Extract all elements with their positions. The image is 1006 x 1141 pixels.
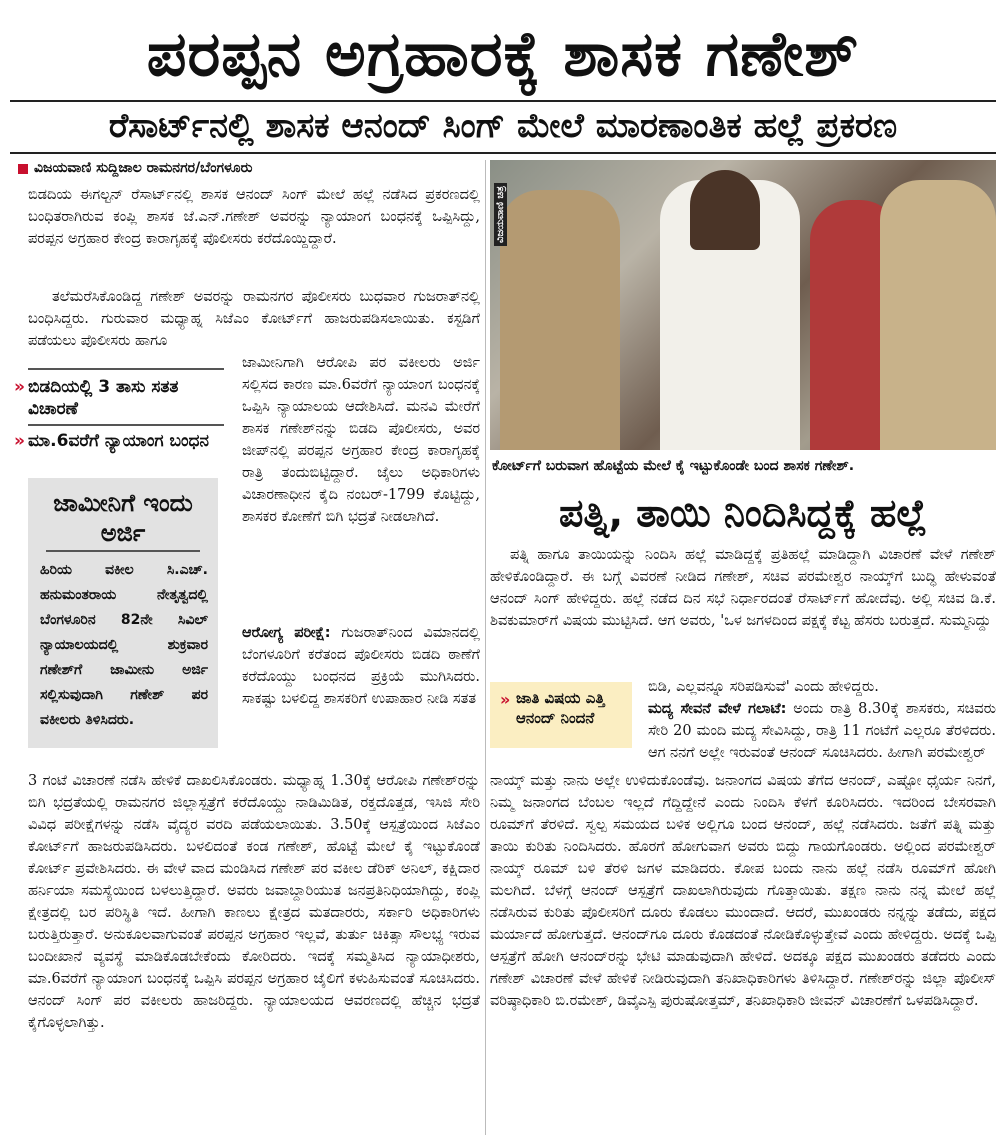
dateline: ವಿಜಯವಾಣಿ ಸುದ್ದಿಜಾಲ ರಾಮನಗರ/ಬೆಂಗಳೂರು <box>34 160 253 176</box>
story2-paragraph-2 <box>648 698 996 764</box>
highlight-custody <box>14 430 224 452</box>
highlight-divider-1 <box>28 368 224 370</box>
news-photo <box>490 160 996 450</box>
photo-credit-text: ವಿಜಯವಾಣಿ ಚಿತ್ರ <box>494 183 507 246</box>
highlight-divider-2 <box>28 424 224 426</box>
highlight-custody-text: ಮಾ.6ವರೆಗೆ ನ್ಯಾಯಾಂಗ ಬಂಧನ <box>28 431 209 451</box>
story1-paragraph-5: 3 ಗಂಟೆ ವಿಚಾರಣೆ ನಡೆಸಿ ಹೇಳಿಕೆ ದಾಖಲಿಸಿಕೊಂಡರು. ಮಧ್ಯಾಹ್ನ 1.30ಕ್ಕೆ ಆರೋಪಿ ಗಣೇಶ್‌ರನ್ನು ಬಿಗಿ ಭದ್ರತೆಯಲ್ಲಿ ರಾಮನಗರ ಜಿಲ್ಲಾಸ್ಪತ್ರೆಗೆ ಕರೆದೊಯ್ದು ನಾಡಿಮಿಡಿತ, ರಕ್ತದೊತ್ತಡ, ಇಸಿಜಿ ಸೇರಿ ವಿವಿಧ ಪರೀಕ್ಷೆಗಳನ್ನು ನಡೆಸಿ ವೈದ್ಯರ ವರದಿ ಪಡೆಯಲಾಯಿತು. 3.50ಕ್ಕೆ ಆಸ್ಪತ್ರೆಯಿಂದ ಸಿಜೆಎಂ ಕೋರ್ಟ್‌ಗೆ ಹಾಜರುಪಡಿಸಿದರು. ಬಳಲಿದಂತೆ ಕಂಡ ಗಣೇಶ್, ಹೊಟ್ಟೆ ಮೇಲೆ ಕೈ ಇಟ್ಟುಕೊಂಡೆ ಕೋರ್ಟ್ ಪ್ರವೇಶಿಸಿದರು. ಈ ವೇಳೆ ವಾದ ಮಂಡಿಸಿದ ಗಣೇಶ್ ಪರ ವಕೀಲ ಡೆರಿಕ್ ಅನಿಲ್, ಕಕ್ಷಿದಾರ ಹರ್ನಿಯಾ ಸಮಸ್ಯೆಯಿಂದ ಬಳಲುತ್ತಿದ್ದಾರೆ. ಅವರು ಜವಾಬ್ದಾರಿಯುತ ಜನಪ್ರತಿನಿಧಿಯಾಗಿದ್ದು, ಕಂಪ್ಲಿ ಕ್ಷೇತ್ರದಲ್ಲಿ ಬರ ಪರಿಸ್ಥಿತಿ ಇದೆ. ಹೀಗಾಗಿ ಕಾಣಲು ಕ್ಷೇತ್ರದ ಮತದಾರರು, ಸರ್ಕಾರಿ ಅಧಿಕಾರಿಗಳು ಬರುತ್ತಿರುತ್ತಾರೆ. ಅನುಕೂಲವಾಗುವಂತೆ ಪರಪ್ಪನ ಅಗ್ರಹಾರ ಇಲ್ಲವೆ, ತುರ್ತು ಚಿಕಿತ್ಸಾ ಸೌಲಭ್ಯ ಇರುವ ಬಂದೀಖಾನೆ ವ್ಯವಸ್ಥೆ ಮಾಡಿಕೊಡಬೇಕೆಂದು ಕೋರಿದರು. ಇದಕ್ಕೆ ಸಮ್ಮತಿಸಿದ ನ್ಯಾಯಾಧೀಶರು, ಮಾ.6ವರೆಗೆ ನ್ಯಾಯಾಂಗ ಬಂಧನಕ್ಕೆ ಒಪ್ಪಿಸಿ ಪರಪ್ಪನ ಅಗ್ರಹಾರ ಜೈಲಿಗೆ ಕಳುಹಿಸುವಂತೆ ಸೂಚಿಸಿದರು. ಆನಂದ್ ಸಿಂಗ್ ಪರ ವಕೀಲರು ಹಾಜರಿದ್ದರು. ನ್ಯಾಯಾಲಯದ ಆವರಣದಲ್ಲಿ ಹೆಚ್ಚಿನ ಭದ್ರತೆ ಕೈಗೊಳ್ಳಲಾಗಿತ್ತು. <box>28 773 480 1031</box>
subheadline-divider <box>10 152 996 154</box>
health-check-text: ಗುಜರಾತ್‌ನಿಂದ ವಿಮಾನದಲ್ಲಿ ಬೆಂಗಳೂರಿಗೆ ಕರೆತಂದ ಪೊಲೀಸರು ಬಿಡದಿ ಠಾಣೆಗೆ ಕರೆದೊಯ್ದು ಬಂಧನದ ಪ್ರಕ್ರಿಯೆ ಮುಗಿಸಿದರು. ಸಾಕಷ್ಟು ಬಳಲಿದ್ದ ಶಾಸಕರಿಗೆ ಉಪಾಹಾರ ನೀಡಿ ಸತತ <box>242 625 480 707</box>
bail-sidebar-box <box>28 478 218 748</box>
photo-caption: ಕೋರ್ಟ್‌ಗೆ ಬರುವಾಗ ಹೊಟ್ಟೆಯ ಮೇಲೆ ಕೈ ಇಟ್ಟುಕೊಂಡೇ ಬಂದ ಶಾಸಕ ಗಣೇಶ್. <box>492 458 855 474</box>
health-check-lead: ಆರೋಗ್ಯ ಪರೀಕ್ಷೆ: <box>242 625 331 641</box>
liquor-quarrel-text: ಅಂದು ರಾತ್ರಿ 8.30ಕ್ಕೆ ಶಾಸಕರು, ಸಚಿವರು ಸೇರಿ 20 ಮಂದಿ ಮದ್ಯ ಸೇವಿಸಿದ್ದು, ರಾತ್ರಿ 11 ಗಂಟೆಗೆ ಎಲ್ಲರೂ ತೆರಳಿದರು. ಆಗ ನನಗೆ ಅಲ್ಲೇ ಇರುವಂತೆ ಆನಂದ್ ಸೂಚಿಸಿದರು. ಹೀಗಾಗಿ ಪರಮೇಶ್ವರ್ <box>648 701 996 761</box>
story1-paragraph-3: ಜಾಮೀನಿಗಾಗಿ ಆರೋಪಿ ಪರ ವಕೀಲರು ಅರ್ಜಿ ಸಲ್ಲಿಸದ ಕಾರಣ ಮಾ.6ವರೆಗೆ ನ್ಯಾಯಾಂಗ ಬಂಧನಕ್ಕೆ ಒಪ್ಪಿಸಿ ನ್ಯಾಯಾಲಯ ಆದೇಶಿಸಿದೆ. ಮನವಿ ಮೇರೆಗೆ ಶಾಸಕ ಗಣೇಶ್‌ನನ್ನು ಬಿಡದಿ ಪೊಲೀಸರು, ಅವರ ಜೀಪ್‌ನಲ್ಲಿ ಪರಪ್ಪನ ಅಗ್ರಹಾರ ಕೇಂದ್ರ ಕಾರಾಗೃಹಕ್ಕೆ ರಾತ್ರಿ ತಂದುಬಿಟ್ಟಿದ್ದಾರೆ. ಜೈಲು ಅಧಿಕಾರಿಗಳು ವಿಚಾರಣಾಧೀನ ಕೈದಿ ನಂಬರ್-1799 ಕೊಟ್ಟಿದ್ದು, ಶಾಸಕರ ಕೋಣೆಗೆ ಬಿಗಿ ಭದ್ರತೆ ನೀಡಲಾಗಿದೆ. <box>242 355 480 525</box>
story2-paragraph-1b: ಬಿಡಿ, ಎಲ್ಲವನ್ನೂ ಸರಿಪಡಿಸುವೆ' ಎಂದು ಹೇಳಿದ್ದರು. <box>648 679 879 695</box>
pullquote-text: ಜಾತಿ ವಿಷಯ ಎತ್ತಿ ಆನಂದ್ ನಿಂದನೆ <box>516 689 605 727</box>
bail-box-divider <box>46 550 200 552</box>
pullquote-box <box>490 682 632 748</box>
story1-paragraph-4 <box>242 622 480 772</box>
story1-paragraph-1: ಬಿಡದಿಯ ಈಗಲ್ಟನ್ ರೆಸಾರ್ಟ್‌ನಲ್ಲಿ ಶಾಸಕ ಆನಂದ್ ಸಿಂಗ್ ಮೇಲೆ ಹಲ್ಲೆ ನಡೆಸಿದ ಪ್ರಕರಣದಲ್ಲಿ ಬಂಧಿತರಾಗಿರುವ ಕಂಪ್ಲಿ ಶಾಸಕ ಜೆ.ಎನ್.ಗಣೇಶ್ ಅವರನ್ನು ನ್ಯಾಯಾಂಗ ಬಂಧನಕ್ಕೆ ಒಪ್ಪಿಸಿದ್ದು, ಪರಪ್ಪನ ಅಗ್ರಹಾರ ಕೇಂದ್ರ ಕಾರಾಗೃಹಕ್ಕೆ ಪೊಲೀಸರು ಕರೆದೊಯ್ದಿದ್ದಾರೆ. <box>28 187 480 247</box>
column-divider <box>485 160 486 1135</box>
headline: ಪರಪ್ಪನ ಅಗ್ರಹಾರಕ್ಕೆ ಶಾಸಕ ಗಣೇಶ್ <box>146 17 860 90</box>
bail-box-title: ಜಾಮೀನಿಗೆ ಇಂದು ಅರ್ಜಿ <box>53 489 193 547</box>
chevron-right-icon: » <box>500 690 511 709</box>
story2-title: ಪತ್ನಿ, ತಾಯಿ ನಿಂದಿಸಿದ್ದಕ್ಕೆ ಹಲ್ಲೆ <box>558 491 928 535</box>
chevron-right-icon: » <box>14 431 25 451</box>
bail-box-body: ಹಿರಿಯ ವಕೀಲ ಸಿ.ಎಚ್. ಹನುಮಂತರಾಯ ನೇತೃತ್ವದಲ್ಲಿ ಬೆಂಗಳೂರಿನ 82ನೇ ಸಿವಿಲ್ ನ್ಯಾಯಾಲಯದಲ್ಲಿ ಶುಕ್ರವಾರ ಗಣೇಶ್‌ಗೆ ಜಾಮೀನು ಅರ್ಜಿ ಸಲ್ಲಿಸುವುದಾಗಿ ಗಣೇಶ್ ಪರ ವಕೀಲರು ತಿಳಿಸಿದರು. <box>40 562 208 728</box>
highlight-interrogation-text: ಬಿಡದಿಯಲ್ಲಿ 3 ತಾಸು ಸತತ ವಿಚಾರಣೆ <box>28 377 179 419</box>
highlight-interrogation <box>14 376 224 420</box>
chevron-right-icon: » <box>14 377 25 397</box>
dateline-square-icon <box>18 164 28 174</box>
story2-paragraph-3: ನಾಯ್ಕ್ ಮತ್ತು ನಾನು ಅಲ್ಲೇ ಉಳಿದುಕೊಂಡೆವು. ಜನಾಂಗದ ವಿಷಯ ತೆಗೆದ ಆನಂದ್, ಎಷ್ಟೋ ಧೈರ್ಯ ನಿನಗೆ, ನಿಮ್ಮ ಜನಾಂಗದ ಬೆಂಬಲ ಇಲ್ಲದೆ ಗೆದ್ದಿದ್ದೇನೆ ಎಂದು ನಿಂದಿಸಿ ಕೆಳಗೆ ಕೂರಿಸಿದರು. ಇದರಿಂದ ಬೇಸರವಾಗಿ ರೂಮ್‌ಗೆ ತೆರಳಿದೆ. ಸ್ವಲ್ಪ ಸಮಯದ ಬಳಿಕ ಅಲ್ಲಿಗೂ ಬಂದ ಆನಂದ್, ಹಲ್ಲೆ ನಡೆಸಿದರು. ಜತೆಗೆ ಪತ್ನಿ ಮತ್ತು ತಾಯಿ ಕುರಿತು ನಿಂದಿಸಿದರು. ಹೊರಗೆ ಹೋಗುವಾಗ ಅವರು ಬಿದ್ದು ಗಾಯಗೊಂಡರು. ಅಲ್ಲಿಂದ ಪರಮೇಶ್ವರ್ ನಾಯ್ಕ್ ರೂಮ್ ಬಳಿ ತೆರಳಿ ಜಗಳ ಮಾಡಿದರು. ಕೋಪ ಬಂದು ನಾನು ಹಲ್ಲೆ ನಡೆಸಿ ರೂಮ್‌ಗೆ ಹೋಗಿ ಮಲಗಿದೆ. ಬೆಳಗ್ಗೆ ಆನಂದ್ ಆಸ್ಪತ್ರೆಗೆ ದಾಖಲಾಗಿರುವುದು ಗೊತ್ತಾಯಿತು. ತಕ್ಷಣ ನಾನು ನನ್ನ ಮೇಲೆ ಹಲ್ಲೆ ನಡೆಸಿರುವ ಕುರಿತು ಪೊಲೀಸರಿಗೆ ದೂರು ಕೊಡಲು ಮುಂದಾದೆ. ಆದರೆ, ಮುಖಂಡರು ನನ್ನನ್ನು ತಡೆದು, ಪಕ್ಷದ ಮರ್ಯಾದೆ ಹೋಗುತ್ತದೆ. ಆನಂದ್‌ಗೂ ದೂರು ಕೊಡದಂತೆ ನೋಡಿಕೊಳ್ಳುತ್ತೇವೆ ಎಂದು ಹೇಳಿದ್ದರು. ಅದಕ್ಕೆ ಒಪ್ಪಿ ಆಸ್ಪತ್ರೆಗೆ ಹೋಗಿ ಆನಂದ್‌ರನ್ನು ಭೇಟಿ ಮಾಡುವುದಾಗಿ ಹೇಳಿದೆ. ಅದಕ್ಕೂ ಪಕ್ಷದ ಮುಖಂಡರು ತಡೆದರು ಎಂದು ಗಣೇಶ್ ವಿಚಾರಣೆ ವೇಳೆ ಹೇಳಿಕೆ ನೀಡಿರುವುದಾಗಿ ತನಿಖಾಧಿಕಾರಿಗಳು ತಿಳಿಸಿದ್ದಾರೆ. ಗಣೇಶ್‌ರನ್ನು ಜಿಲ್ಲಾ ಪೊಲೀಸ್ ವರಿಷ್ಠಾಧಿಕಾರಿ ಬಿ.ರಮೇಶ್, ಡಿವೈಎಸ್ಪಿ ಪುರುಷೋತ್ತಮ್, ತನಿಖಾಧಿಕಾರಿ ಜೀವನ್ ವಿಚಾರಣೆಗೆ ಒಳಪಡಿಸಿದ್ದಾರೆ. <box>490 773 996 1009</box>
subheadline: ರೆಸಾರ್ಟ್‌ನಲ್ಲಿ ಶಾಸಕ ಆನಂದ್ ಸಿಂಗ್ ಮೇಲೆ ಮಾರಣಾಂತಿಕ ಹಲ್ಲೆ ಪ್ರಕರಣ <box>108 106 898 146</box>
story1-paragraph-2: ತಲೆಮರೆಸಿಕೊಂಡಿದ್ದ ಗಣೇಶ್ ಅವರನ್ನು ರಾಮನಗರ ಪೊಲೀಸರು ಬುಧವಾರ ಗುಜರಾತ್‌ನಲ್ಲಿ ಬಂಧಿಸಿದ್ದರು. ಗುರುವಾರ ಮಧ್ಯಾಹ್ನ ಸಿಜೆಎಂ ಕೋರ್ಟ್‌ಗೆ ಹಾಜರುಪಡಿಸಲಾಯಿತು. ಕಸ್ಟಡಿಗೆ ಪಡೆಯಲು ಪೊಲೀಸರು ಹಾಗೂ <box>28 289 480 349</box>
photo-credit <box>494 166 508 246</box>
liquor-quarrel-lead: ಮದ್ಯ ಸೇವನೆ ವೇಳೆ ಗಲಾಟೆ: <box>648 701 787 717</box>
story2-paragraph-1: ಪತ್ನಿ ಹಾಗೂ ತಾಯಿಯನ್ನು ನಿಂದಿಸಿ ಹಲ್ಲೆ ಮಾಡಿದ್ದಕ್ಕೆ ಪ್ರತಿಹಲ್ಲೆ ಮಾಡಿದ್ದಾಗಿ ವಿಚಾರಣೆ ವೇಳೆ ಗಣೇಶ್ ಹೇಳಿಕೊಂಡಿದ್ದಾರೆ. ಈ ಬಗ್ಗೆ ವಿವರಣೆ ನೀಡಿದ ಗಣೇಶ್, ಸಚಿವ ಪರಮೇಶ್ವರ ನಾಯ್ಕ್‌ಗೆ ಬುದ್ಧಿ ಹೇಳುವಂತೆ ಆನಂದ್ ಸಿಂಗ್ ಹೇಳಿದ್ದರು. ಹಲ್ಲೆ ನಡೆದ ದಿನ ಸಭೆ ನಿರ್ಧಾರದಂತೆ ರೆಸಾರ್ಟ್‌ಗೆ ಹೋದೆವು. ಅಲ್ಲಿ ಸಚಿವ ಡಿ.ಕೆ. ಶಿವಕುಮಾರ್‌ಗೆ ವಿಷಯ ಮುಟ್ಟಿಸಿದೆ. ಆಗ ಅವರು, 'ಒಳ ಜಗಳದಿಂದ ಪಕ್ಷಕ್ಕೆ ಕೆಟ್ಟ ಹೆಸರು ಬರುತ್ತದೆ. ಸುಮ್ಮನಿದ್ದು <box>490 547 996 629</box>
